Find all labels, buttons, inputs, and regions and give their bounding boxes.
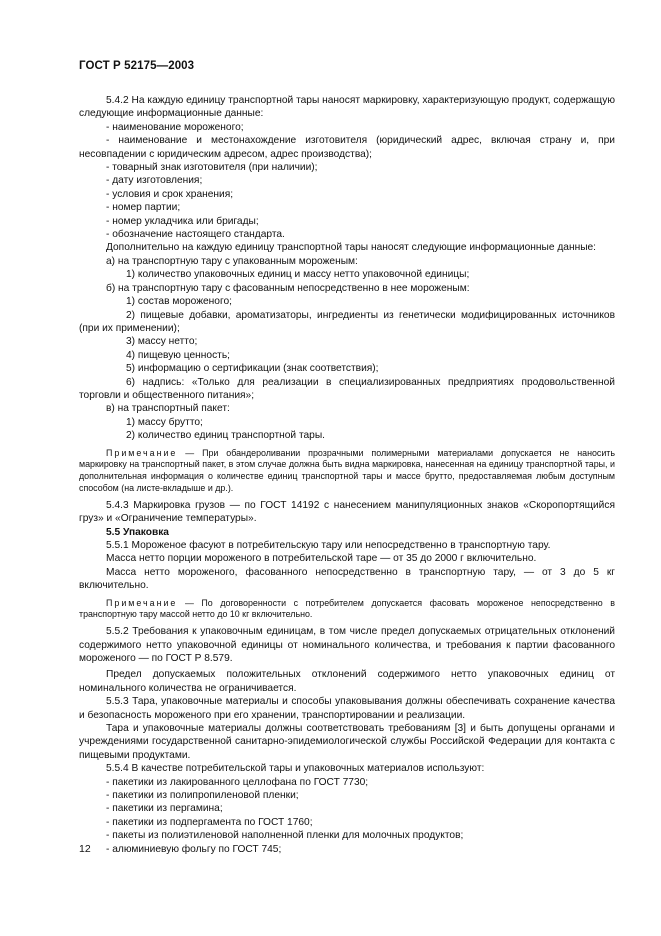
note-label: Примечание — [106, 447, 178, 458]
paragraph: Тара и упаковочные материалы должны соответствовать требованиям [3] и быть допущены органами и учреждениями государственной санитарно-эпидемиологической службы Российской Федерации для контакта с пищевыми продуктами. — [79, 723, 615, 761]
list-item: - дату изготовления; — [106, 175, 203, 187]
list-item-a: а) на транспортную тару с упакованным мороженым: — [106, 255, 358, 267]
list-item: - пакетики из подпергамента по ГОСТ 1760; — [106, 816, 313, 828]
note-label: Примечание — [106, 597, 178, 608]
paragraph-5-5-3: 5.5.3 Тара, упаковочные материалы и способы упаковывания должны обеспечивать сохранение качества и безопасность мороженого при его хранении, транспортировании и реализации. — [79, 696, 615, 721]
note-text: — По договоренности с потребителем допускается фасовать мороженое непосредственно в транспортную тару массой нетто до 10 кг включительно. — [79, 597, 615, 620]
list-item: - наименование и местонахождение изготовителя (юридический адрес, включая страну и, при несовпадении с юридическим адресом, адрес производства); — [79, 135, 615, 160]
list-item-b: б) на транспортную тару с фасованным непосредственно в нее мороженым: — [106, 282, 470, 294]
list-item: 1) массу брутто; — [126, 416, 203, 428]
paragraph-5-5-2: 5.5.2 Требования к упаковочным единицам, в том числе предел допускаемых отрицательных отклонений содержимого нетто упаковочной единицы от номинального количества, и требования к партии фасованного мороженого — по ГОСТ Р 8.579. — [79, 626, 615, 664]
list-item: 4) пищевую ценность; — [126, 349, 230, 361]
list-item: - условия и срок хранения; — [106, 188, 234, 200]
list-item: 2) пищевые добавки, ароматизаторы, ингредиенты из генетически модифицированных источников (при их применении); — [79, 309, 615, 334]
document-body — [79, 94, 615, 856]
paragraph-additional: Дополнительно на каждую единицу транспортной тары наносят следующие информационные данные: — [106, 242, 597, 254]
list-item: - пакеты из полиэтиленовой наполненной пленки для молочных продуктов; — [106, 830, 464, 842]
list-item: 1) состав мороженого; — [126, 296, 232, 308]
note-text: — При обандероливании прозрачными полимерными материалами допускается не наносить маркировку на транспортный пакет, в этом случае должна быть видна маркировка, нанесенная на единицу транспортной тары, и дополнительная информация о количестве единиц транспортной тары и массе брутто, предоставляемая любым доступным способом (на листе-вкладыше и др.). — [79, 447, 615, 493]
paragraph-5-5-4: 5.5.4 В качестве потребительской тары и упаковочных материалов используют: — [106, 763, 485, 775]
note-1 — [79, 448, 615, 495]
list-item: - обозначение настоящего стандарта. — [106, 229, 285, 241]
list-item: - пакетики из лакированного целлофана по ГОСТ 7730; — [106, 776, 369, 788]
list-item: 5) информацию о сертификации (знак соответствия); — [126, 363, 379, 375]
list-item: 2) количество единиц транспортной тары. — [126, 430, 325, 442]
page-header-standard-id: ГОСТ Р 52175—2003 — [79, 60, 195, 72]
list-item: - товарный знак изготовителя (при наличии); — [106, 162, 318, 174]
list-item: 6) надпись: «Только для реализации в специализированных предприятиях продовольственной торговли и общественного питания»; — [79, 376, 615, 401]
list-item: 1) количество упаковочных единиц и массу нетто упаковочной единицы; — [126, 269, 470, 281]
list-item: 3) массу нетто; — [126, 336, 198, 348]
list-item: - номер укладчика или бригады; — [106, 215, 259, 227]
list-item: - номер партии; — [106, 202, 181, 214]
page-number: 12 — [79, 843, 91, 855]
paragraph: Предел допускаемых положительных отклонений содержимого нетто упаковочных единиц от номинального количества не ограничивается. — [79, 669, 615, 694]
list-item: - пакетики из полипропиленовой пленки; — [106, 790, 299, 802]
list-item-v: в) на транспортный пакет: — [106, 403, 230, 415]
paragraph: Масса нетто мороженого, фасованного непосредственно в транспортную тару, — от 3 до 5 кг включительно. — [79, 566, 615, 592]
list-item: - алюминиевую фольгу по ГОСТ 745; — [106, 843, 282, 855]
list-item: - наименование мороженого; — [106, 121, 244, 133]
list-item: - пакетики из пергамина; — [106, 803, 223, 815]
paragraph: Масса нетто порции мороженого в потребительской таре — от 35 до 2000 г включительно. — [106, 553, 537, 565]
paragraph-5-4-2: 5.4.2 На каждую единицу транспортной тары наносят маркировку, характеризующую продукт, содержащую следующие информационные данные: — [79, 95, 615, 120]
section-heading-5-5: 5.5 Упаковка — [106, 526, 169, 538]
paragraph-5-5-1: 5.5.1 Мороженое фасуют в потребительскую тару или непосредственно в транспортную тару. — [106, 539, 551, 551]
paragraph-5-4-3: 5.4.3 Маркировка грузов — по ГОСТ 14192 с нанесением манипуляционных знаков «Скоропортящийся груз» и «Ограничение температуры». — [79, 499, 615, 525]
note-2 — [79, 598, 615, 622]
